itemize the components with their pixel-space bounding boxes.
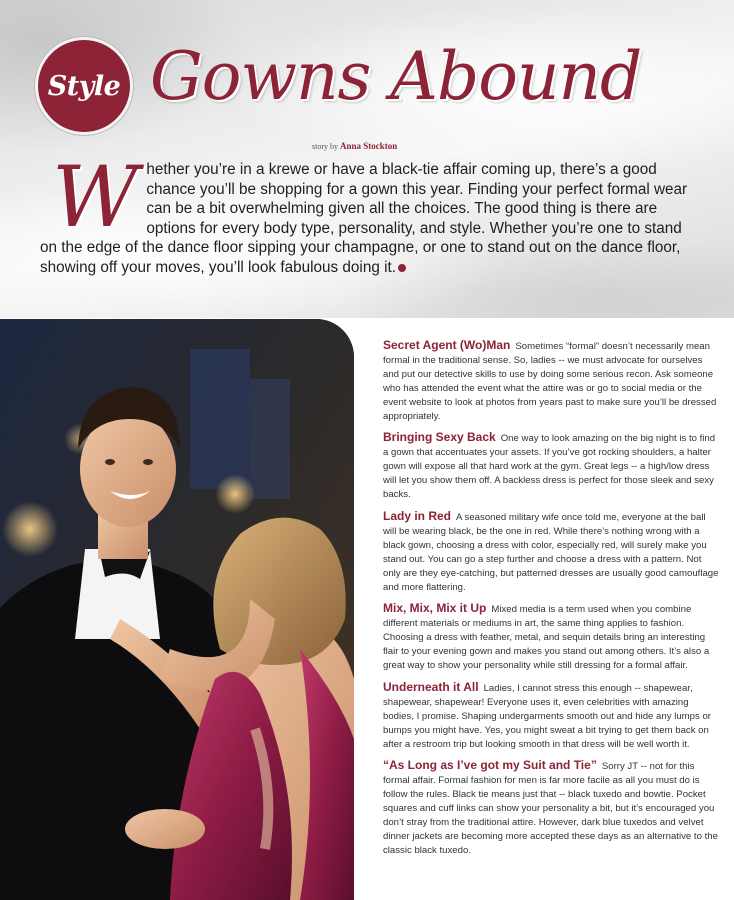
byline-prefix: story by (312, 142, 338, 151)
section-heading: “As Long as I’ve got my Suit and Tie” (383, 758, 597, 773)
section-heading: Underneath it All (383, 679, 479, 694)
section-badge (38, 40, 130, 132)
byline (312, 141, 397, 151)
section-body: A seasoned military wife once told me, everyone at the ball will be wearing black, be the one in red. While there’s nothing wrong with a black gown, choosing a dress with color, especially red, will surely make you stand out. You can go a step further and choose a dress with a pattern. Not only are they eye-catching, but patterned dresses are usually good camouflage and more flattering. (383, 511, 719, 593)
section-label: Style (47, 70, 121, 102)
drop-cap: W (52, 148, 139, 246)
section-body: Mixed media is a term used when you combine different materials or mediums in art, the same thing applies to fashion. Choosing a dress with feather, metal, and sequin details bring an interesting flair to your evening gown and makes you stand out among others. It’s also a great way to show your personality while still dressing for a formal affair. (383, 604, 710, 672)
end-mark-icon (398, 264, 406, 272)
feature-photo (0, 319, 354, 900)
section-body: One way to look amazing on the big night is to find a gown that accentuates your assets. If you’ve got rocking shoulders, a halter gown will expose all that hard work at the gym. Great legs -- a high/low dress will let you show them off. A backless dress is perfect for those sleek and sexy backs. (383, 433, 716, 501)
section-body: Ladies, I cannot stress this enough -- shapewear, shapewear, shapewear! Everyone uses it, even celebrities with amazing bodies, I promise. Shaping undergarments smooth out and hide any lumps or bumps you might have. Yes, you might sweat a bit trying to get them back on after a restroom trip but looking smooth in that dress will be well worth it. (383, 682, 711, 750)
byline-author: Anna Stockton (340, 141, 398, 151)
article-body (383, 331, 720, 866)
section-heading: Bringing Sexy Back (383, 430, 496, 445)
page-title: Gowns Abound (150, 38, 642, 115)
section-heading: Mix, Mix, Mix it Up (383, 601, 487, 616)
intro-paragraph (40, 148, 690, 278)
section-heading: Lady in Red (383, 508, 452, 523)
intro-text: hether you’re in a krewe or have a black-tie affair coming up, there’s a good chance you’ll be shopping for a gown this year. Finding your perfect formal wear can be a bit overwhelming given all the choices. The good thing is there are options for every body type, personality, and style. Whether you’re one to stand on the edge of the dance floor sipping your champagne, or one to stand out on the dance floor, showing off your moves, you’ll look fabulous doing it. (40, 161, 688, 276)
section-heading: Secret Agent (Wo)Man (383, 338, 511, 352)
section-body: Sorry JT -- not for this formal affair. Formal fashion for men is far more facile as all you must do is follow the rules. Black tie means just that -- black tuxedo and bowtie. Pocket squares and cuff links can show your personality a bit, but it’s encouraged you don’t stray from the traditional attire. However, dark blue tuxedos and velvet dinner jackets are becoming more accepted these days as an alternative to the classic black tuxedo. (383, 761, 718, 856)
section-body: Sometimes “formal” doesn’t necessarily mean formal in the traditional sense. So, ladies -- we must advocate for ourselves and put our detective skills to use by doing some serious recon. Ask someone who has attended the event what the attire was or go to social media or the event website to look at photos from years past to make sure you’ll be dressed appropriately. (383, 341, 717, 422)
couple-photo-illustration (0, 319, 354, 900)
